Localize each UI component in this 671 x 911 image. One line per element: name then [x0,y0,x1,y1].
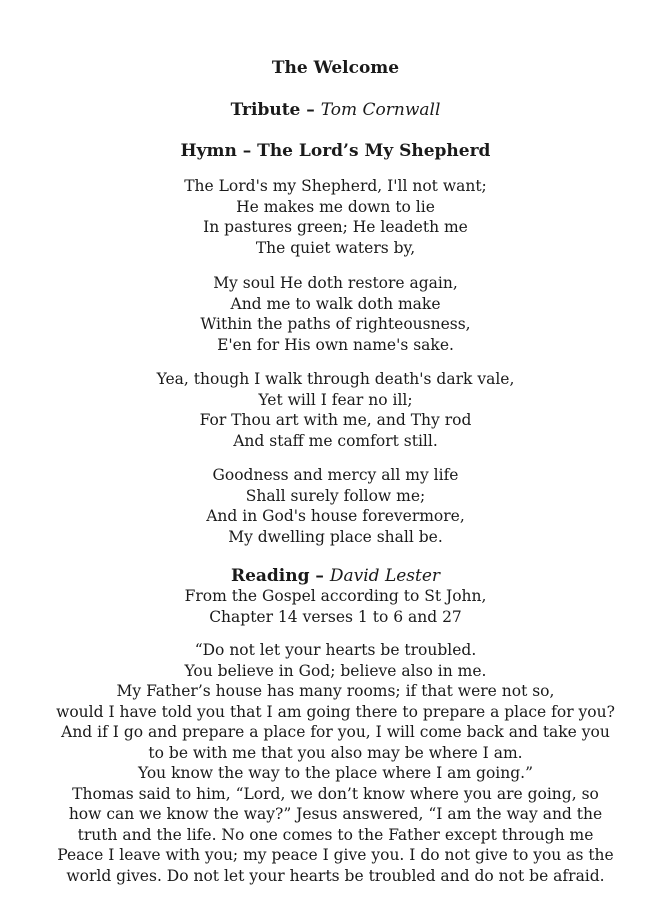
scripture-line: how can we know the way?” Jesus answered, “I am the way and the [68,805,603,823]
hymn-title: Hymn – The Lord’s My Shepherd [180,141,491,161]
scripture-line: Thomas said to him, “Lord, we don’t know where you are going, so [72,784,599,803]
reading-label: Reading [230,566,310,586]
scripture-line: world gives. Do not let your hearts be troubled and do not be afraid. [66,866,605,885]
hymn-line: Within the paths of righteousness, [200,315,471,333]
hymn-line: And in God's house forevermore, [206,507,465,525]
scripture-line: You believe in God; believe also in me. [184,661,487,680]
scripture-line: My Father’s house has many rooms; if that were not so, [116,682,555,700]
scripture-line: Peace I leave with you; my peace I give you. I do not give to you as the [57,846,614,864]
hymn-stanza-4 [0,465,671,547]
hymn-line: E'en for His own name's sake. [217,335,454,354]
tribute-heading [0,100,671,120]
scripture-line: to be with me that you also may be where I am. [148,743,523,762]
hymn-line: My soul He doth restore again, [213,274,458,292]
scripture-line: You know the way to the place where I am going.” [137,764,534,782]
tribute-speaker: Tom Cornwall [320,100,441,120]
hymn-line: In pastures green; He leadeth me [203,218,468,236]
welcome-heading: The Welcome [271,58,400,78]
reading-speaker: David Lester [329,566,441,586]
hymn-line: The quiet waters by, [255,238,416,257]
hymn-line: He makes me down to lie [236,197,435,216]
scripture-line: “Do not let your hearts be troubled. [194,641,477,659]
scripture-line: And if I go and prepare a place for you, I will come back and take you [61,723,610,741]
hymn-line: And staff me comfort still. [233,431,438,450]
hymn-line: The Lord's my Shepherd, I'll not want; [184,177,487,195]
hymn-line: Shall surely follow me; [245,486,426,505]
hymn-line: For Thou art with me, and Thy rod [199,411,472,429]
hymn-stanza-2 [0,273,671,355]
tribute-dash: – [300,100,321,120]
hymn-stanza-3 [0,369,671,451]
hymn-line: Yea, though I walk through death's dark vale, [156,370,515,388]
hymn-stanza-1 [0,176,671,258]
scripture-line: truth and the life. No one comes to the Father except through me [77,825,594,844]
reading-heading [0,566,671,586]
hymn-line: And me to walk doth make [230,294,441,313]
hymn-line: My dwelling place shall be. [228,527,443,546]
scripture-line: would I have told you that I am going there to prepare a place for you? [56,702,615,721]
tribute-label: Tribute [230,100,301,120]
scripture-passage [0,640,671,886]
reading-source-line: Chapter 14 verses 1 to 6 and 27 [209,607,462,626]
hymn-line: Yet will I fear no ill; [258,390,413,409]
reading-dash: – [309,566,330,586]
hymn-line: Goodness and mercy all my life [212,466,459,484]
reading-source [0,586,671,627]
reading-source-line: From the Gospel according to St John, [184,587,487,605]
